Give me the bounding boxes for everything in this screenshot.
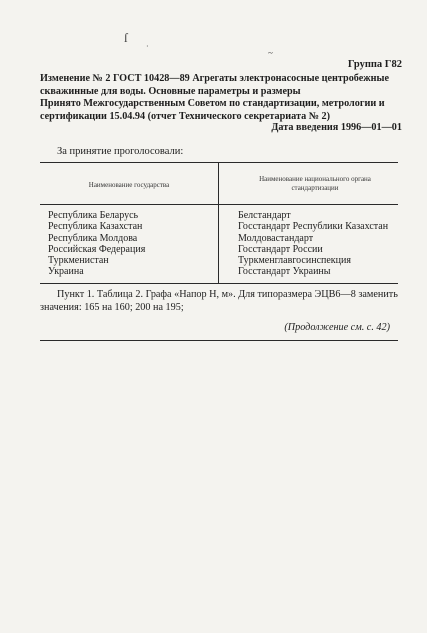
scan-speck: ~: [268, 48, 273, 58]
table-top-rule: [40, 162, 398, 163]
table-cell-state: Российская Федерация: [48, 243, 146, 255]
amendment-paragraph: Пункт 1. Таблица 2. Графа «Напор Н, м». Для типоразмера ЭЦВ6—8 заменить значения: 165 на 160; 200 на 195;: [40, 289, 398, 313]
table-bottom-rule: [40, 283, 398, 284]
table-cell-authority: Белстандарт: [238, 210, 291, 221]
table-cell-authority: Госстандарт России: [238, 243, 323, 255]
table-header-rule: [40, 204, 398, 205]
table-cell-authority: Туркменглавгосинспекция: [238, 255, 351, 267]
table-header-state: Наименование государства: [88, 181, 170, 189]
table-column-divider: [218, 162, 219, 283]
scan-speck: ·: [146, 42, 149, 51]
table-cell-state: Республика Казахстан: [48, 221, 143, 233]
table-body: [48, 210, 145, 278]
table-cell-state: Республика Молдова: [48, 232, 138, 244]
continuation-note: (Продолжение см. с. 42): [284, 322, 390, 333]
table-cell-state: Туркменистан: [48, 255, 109, 267]
table-cell-state: Украина: [48, 266, 84, 278]
table-body-authority: [238, 210, 388, 278]
group-code: Группа Г82: [347, 59, 402, 70]
effective-date: Дата введения 1996—01—01: [271, 122, 402, 133]
scan-speck: ſ: [124, 30, 128, 45]
table-header-authority: Наименование национального органа стандартизации: [259, 175, 371, 192]
document-title: Изменение № 2 ГОСТ 10428—89 Агрегаты электронасосные центробежные скважинные для воды. Основные параметры и размеры: [40, 73, 390, 97]
voted-intro: За принятие проголосовали:: [57, 146, 184, 157]
table-cell-authority: Госстандарт Украины: [238, 266, 331, 278]
bottom-rule: [40, 340, 398, 341]
accepted-statement: Принято Межгосударственным Советом по стандартизации, метрологии и сертификации 15.04.94 (отчет Технического секретариата № 2): [40, 98, 385, 122]
table-cell-authority: Госстандарт Республики Казахстан: [238, 221, 389, 233]
table-cell-state: Республика Беларусь: [48, 210, 139, 221]
table-cell-authority: Молдовастандарт: [238, 232, 314, 244]
